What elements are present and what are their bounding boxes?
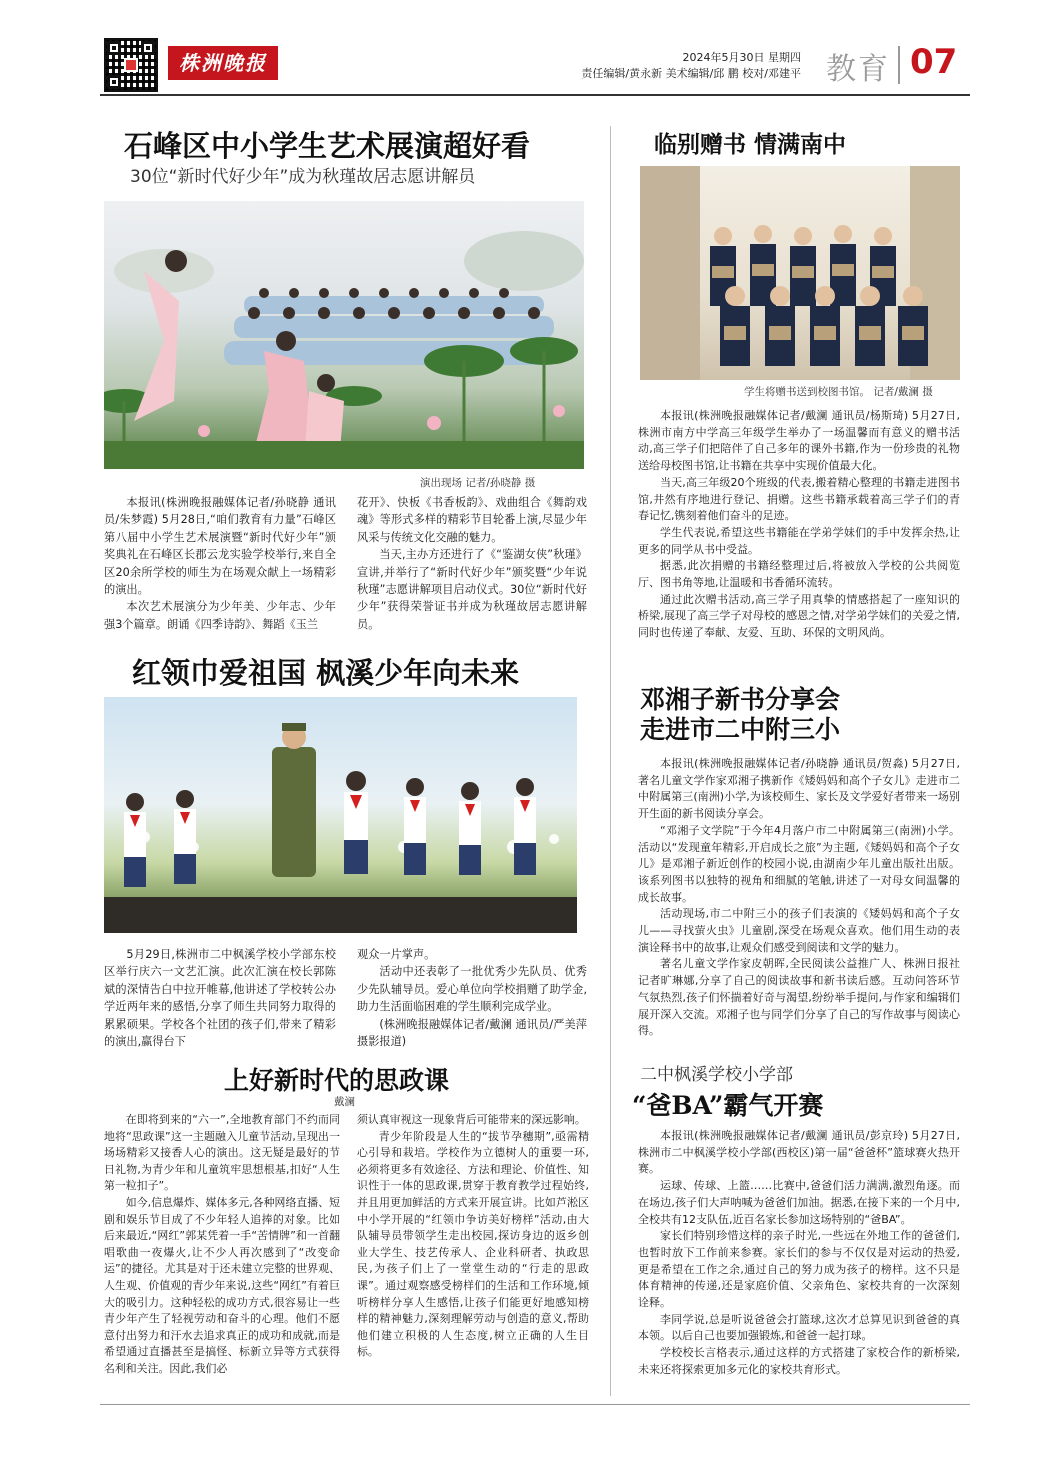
deng-book-title-line-2: 走进市二中附三小: [640, 715, 841, 744]
page-number: 07: [910, 42, 958, 82]
paragraph: 青少年阶段是人生的“拔节孕穗期”,亟需精心引导和栽培。学校作为立德树人的重要一环,必须将更多有效途径、方法和理论、价值性、知识性于一体的思政课,贯穿于教育教学过程始终,并且用更加鲜活的方式来开展宣讲。比如芦淞区中小学开展的“红领巾争访美好榜样”活动,由大队辅导员带领学生走出校园,探访身边的返乡创业大学生、技艺传承人、企业科研者、执政思民,为孩子们上了一堂堂生动的“行走的思政课”。通过观察感受榜样们的生活和工作环境,倾听榜样分享人生感悟,让孩子们能更好地感知榜样的精神魅力,深刻理解劳动与创造的意义,帮助他们建立积极的人生态度,树立正确的人生目标。: [357, 1129, 589, 1359]
red-scarf-column-1: [104, 946, 336, 1050]
paragraph: 家长们特别珍惜这样的亲子时光,一些远在外地工作的爸爸们,也暂时放下工作前来参赛。家长们的参与不仅仅是对运动的热爱,更是希望在工作之余,通过自己的努力成为孩子的榜样。这不只是体育精神的传递,还是家庭价值、父亲角色、家校共育的一次深刻诠释。: [638, 1229, 960, 1310]
paragraph: 运球、传球、上篮……比赛中,爸爸们活力满满,激烈角逐。而在场边,孩子们大声呐喊为爸爸们加油。据悉,在接下来的一个月中,全校共有12支队伍,近百名家长参加这场特别的“爸BA”。: [638, 1179, 960, 1226]
page-header: [0, 0, 1039, 100]
dad-ba-title: “爸BA”霸气开赛: [632, 1091, 824, 1120]
qr-center-logo-icon: [124, 58, 138, 72]
art-show-subtitle: 30位“新时代好少年”成为秋瑾故居志愿讲解员: [130, 167, 476, 187]
section-name: 教育: [826, 52, 890, 87]
paragraph: 在即将到来的“六一”,全地教育部门不约而同地将“思政课”这一主题融入儿童节活动,呈现出一场场精彩又接香人心的演出。这无疑是最好的节日礼物,为青少年和儿童筑牢思想根基,扣好“人生第一粒扣子”。: [104, 1113, 340, 1193]
art-show-photo[interactable]: [104, 201, 584, 469]
students-with-books-illustration: [640, 166, 960, 380]
deng-book-body: [638, 756, 960, 1040]
column-divider: [610, 126, 611, 1396]
paragraph: 据悉,此次捐赠的书籍经整理过后,将被放入学校的公共阅览厅、图书角等地,让温暖和书香循环流转。: [638, 559, 960, 590]
paragraph: 如今,信息爆炸、媒体多元,各种网络直播、短剧和娱乐节目成了不少年轻人追捧的对象。比如后来最近,“网红”郭某凭着一手“苦情牌”和一首翻唱歌曲一夜爆火,让不少人再次感到了“改变命运”的捷径。尤其是对于还未建立完整的世界观、人生观、价值观的青少年来说,这些“网红”有着巨大的吸引力。这种轻松的成功方式,很容易让一些青少年产生了轻视劳动和奋斗的心理。他们不愿意付出努力和汗水去追求真正的成功和成就,而是希望通过直播甚至是搞怪、标新立异等方式获得名利和关注。因此,我们必: [104, 1195, 340, 1375]
book-gift-photo[interactable]: [640, 166, 960, 380]
paragraph: 本报讯(株洲晚报融媒体记者/孙晓静 通讯员/贺淼) 5月27日,著名儿童文学作家邓湘子携新作《矮妈妈和高个子女儿》走进市二中附属第三(南洲)小学,为该校师生、家长及文学爱好者带来一场别开生面的新书阅读分享会。: [638, 757, 960, 821]
paragraph: (株洲晚报融媒体记者/戴澜 通讯员/严美萍 摄影报道): [357, 1017, 587, 1049]
ideology-author: 戴澜: [334, 1096, 355, 1108]
qr-finder-icon: [141, 41, 155, 55]
section-divider: [898, 46, 900, 84]
paragraph: 当天,高三年级20个班级的代表,搬着精心整理的书籍走进图书馆,井然有序地进行登记、捐赠。这些书籍承载着高三学子们的青春记忆,镌刻着他们奋斗的足迹。: [638, 475, 960, 523]
footer-rule: [100, 1404, 970, 1405]
art-show-photo-caption: 演出现场 记者/孙晓静 摄: [420, 477, 536, 489]
performance-scene-illustration: [104, 201, 584, 469]
paragraph: “邓湘子文学院”于今年4月落户市二中附属第三(南洲)小学。活动以“发现童年精彩,开启成长之旅”为主题,《矮妈妈和高个子女儿》是邓湘子新近创作的校园小说,由湖南少年儿童出版社出版。该系列图书以独特的视角和细腻的笔触,讲述了一对母女间温馨的成长故事。: [638, 823, 960, 904]
editors-credit: 责任编辑/黄永新 美术编辑/邱 鹏 校对/邓建平: [581, 67, 801, 80]
paragraph: 活动现场,市二中附三小的孩子们表演的《矮妈妈和高个子女儿——寻找萤火虫》儿童剧,深受在场观众喜欢。他们用生动的表演诠释书中的故事,让观众们感受到阅读和文学的魅力。: [638, 907, 960, 954]
paragraph: 李同学说,总是听说爸爸会打篮球,这次才总算见识到爸爸的真本领。以后自己也要加强锻炼,和爸爸一起打球。: [638, 1312, 960, 1343]
red-scarf-photo[interactable]: [104, 697, 577, 933]
paragraph: 观众一片掌声。: [357, 948, 436, 961]
stage-performance-illustration: [104, 697, 577, 933]
paragraph: 当天,主办方还进行了《“鉴湖女侠”秋瑾》宣讲,并举行了“新时代好少年”颁奖暨“少年说秋瑾”志愿讲解项目启动仪式。30位“新时代好少年”获得荣誉证书并成为秋瑾故居志愿讲解员。: [357, 548, 587, 631]
ideology-title: 上好新时代的思政课: [224, 1066, 450, 1095]
paragraph: 著名儿童文学作家皮朝晖,全民阅读公益推广人、株洲日报社记者旷琳娜,分享了自己的阅读故事和新书读后感。互动问答环节气氛热烈,孩子们怀揣着好奇与渴望,纷纷举手提问,与作家和编辑们展开深入交流。邓湘子也与同学们分享了自己的写作故事与阅读心得。: [638, 957, 960, 1038]
art-show-column-1: [104, 494, 336, 633]
paragraph: 学生代表说,希望这些书籍能在学弟学妹们的手中发挥余热,让更多的同学从书中受益。: [638, 525, 960, 556]
paragraph: 活动中还表彰了一批优秀少先队员、优秀少先队辅导员。爱心单位向学校捐赠了助学金,助力生活面临困难的学生顺利完成学业。: [357, 965, 587, 1014]
qr-code-icon[interactable]: [104, 38, 158, 92]
red-scarf-column-2: [357, 946, 587, 1050]
book-gift-photo-caption: 学生将赠书送到校图书馆。 记者/戴澜 摄: [744, 386, 933, 398]
paragraph: 5月29日,株洲市二中枫溪学校小学部东校区举行庆六一文艺汇演。此次汇演在校长郭陈斌的深情告白中拉开帷幕,他讲述了学校转公办学近两年来的感悟,分享了师生共同努力取得的累累硕果。学校各个社团的孩子们,带来了精彩的演出,赢得台下: [104, 948, 336, 1049]
paragraph: 通过此次赠书活动,高三学子用真挚的情感搭起了一座知识的桥梁,展现了高三学子对母校的感恩之情,对学弟学妹们的关爱之情,同时也传递了奉献、友爱、互助、环保的文明风尚。: [638, 592, 960, 640]
paragraph: 须认真审视这一现象背后可能带来的深远影响。: [357, 1113, 586, 1126]
paragraph: 本报讯(株洲晚报融媒体记者/孙晓静 通讯员/朱梦霞) 5月28日,“咱们教育有力量”石峰区第八届中小学生艺术展演暨“新时代好少年”颁奖典礼在石峰区长郡云龙实验学校举行,来自全区20余所学校的师生为在场观众献上一场精彩的演出。: [104, 496, 336, 597]
qr-finder-icon: [107, 75, 121, 89]
ideology-column-1: [104, 1112, 340, 1378]
red-scarf-title: 红领巾爱祖国 枫溪少年向未来: [132, 656, 520, 690]
issue-date: 2024年5月30日 星期四: [682, 51, 801, 64]
dad-ba-kicker: 二中枫溪学校小学部: [640, 1065, 793, 1085]
book-gift-body: [638, 408, 960, 642]
issue-info: [581, 50, 801, 82]
art-show-title: 石峰区中小学生艺术展演超好看: [124, 129, 531, 163]
paragraph: 花开》、快板《书香板韵》、戏曲组合《舞韵戏魂》等形式多样的精彩节目轮番上演,尽显少年风采与传统文化交融的魅力。: [357, 496, 587, 544]
paragraph: 本报讯(株洲晚报融媒体记者/戴澜 通讯员/彭京玲) 5月27日,株洲市二中枫溪学校小学部(西校区)第一届“爸爸杯”篮球赛火热开赛。: [638, 1129, 960, 1176]
ideology-column-2: [357, 1112, 589, 1361]
paragraph: 本报讯(株洲晚报融媒体记者/戴澜 通讯员/杨斯琦) 5月27日,株洲市南方中学高三年级学生举办了一场温馨而有意义的赠书活动,高三学子们把陪伴了自己多年的课外书籍,作为一份珍贵的礼物送给母校图书馆,让书籍在共享中实现价值最大化。: [638, 409, 960, 473]
newspaper-logo: 株洲晚报: [168, 46, 278, 80]
deng-book-title-line-1: 邓湘子新书分享会: [640, 685, 841, 714]
art-show-column-2: [357, 494, 587, 633]
header-rule: [100, 94, 970, 96]
paragraph: 学校校长言格表示,通过这样的方式搭建了家校合作的新桥梁,未来还将探索更加多元化的家校共育形式。: [638, 1346, 960, 1376]
dad-ba-body: [638, 1128, 960, 1379]
qr-finder-icon: [107, 41, 121, 55]
paragraph: 本次艺术展演分为少年美、少年志、少年强3个篇章。朗诵《四季诗韵》、舞蹈《玉兰: [104, 600, 336, 631]
book-gift-title: 临别赠书 情满南中: [654, 132, 847, 158]
